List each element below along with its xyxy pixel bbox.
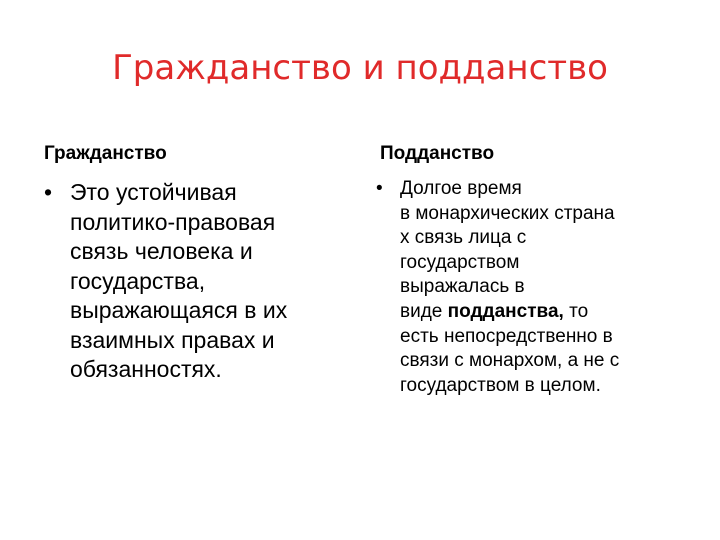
text-line: есть непосредственно в xyxy=(400,325,613,347)
bullet-item xyxy=(376,177,696,398)
text-line: политико-правовая xyxy=(70,208,276,235)
text-line: в монархических страна xyxy=(400,202,615,224)
text-line: связи с монархом, а не с xyxy=(400,350,620,372)
text-line: обязанностях. xyxy=(70,356,222,382)
slide-title: Гражданство и подданство xyxy=(112,48,608,88)
text-fragment: то xyxy=(563,300,589,322)
text-line: связь человека и xyxy=(70,238,253,264)
text-line: государством xyxy=(400,251,520,273)
text-line: государством в целом. xyxy=(400,374,601,396)
subjecthood-definition xyxy=(376,177,696,398)
text-line: государства, xyxy=(70,267,206,294)
bullet-text xyxy=(70,178,344,385)
text-line: Долгое время xyxy=(400,178,522,199)
citizenship-definition xyxy=(44,178,344,385)
citizenship-heading: Гражданство xyxy=(44,143,167,164)
text-line-with-emphasis xyxy=(400,300,696,325)
emphasis-term: подданства, xyxy=(447,300,564,322)
bullet-icon: • xyxy=(44,179,53,205)
text-line: выражалась в xyxy=(400,276,525,298)
bullet-item xyxy=(44,178,344,385)
text-line: Это устойчивая xyxy=(70,179,237,205)
text-line: взаимных правах и xyxy=(70,326,275,353)
subjecthood-heading: Подданство xyxy=(380,143,495,164)
bullet-text xyxy=(400,177,696,398)
bullet-icon: • xyxy=(376,178,383,199)
text-line: выражающаяся в их xyxy=(70,297,288,323)
text-line: х связь лица с xyxy=(400,227,527,249)
text-fragment: виде xyxy=(400,300,448,322)
